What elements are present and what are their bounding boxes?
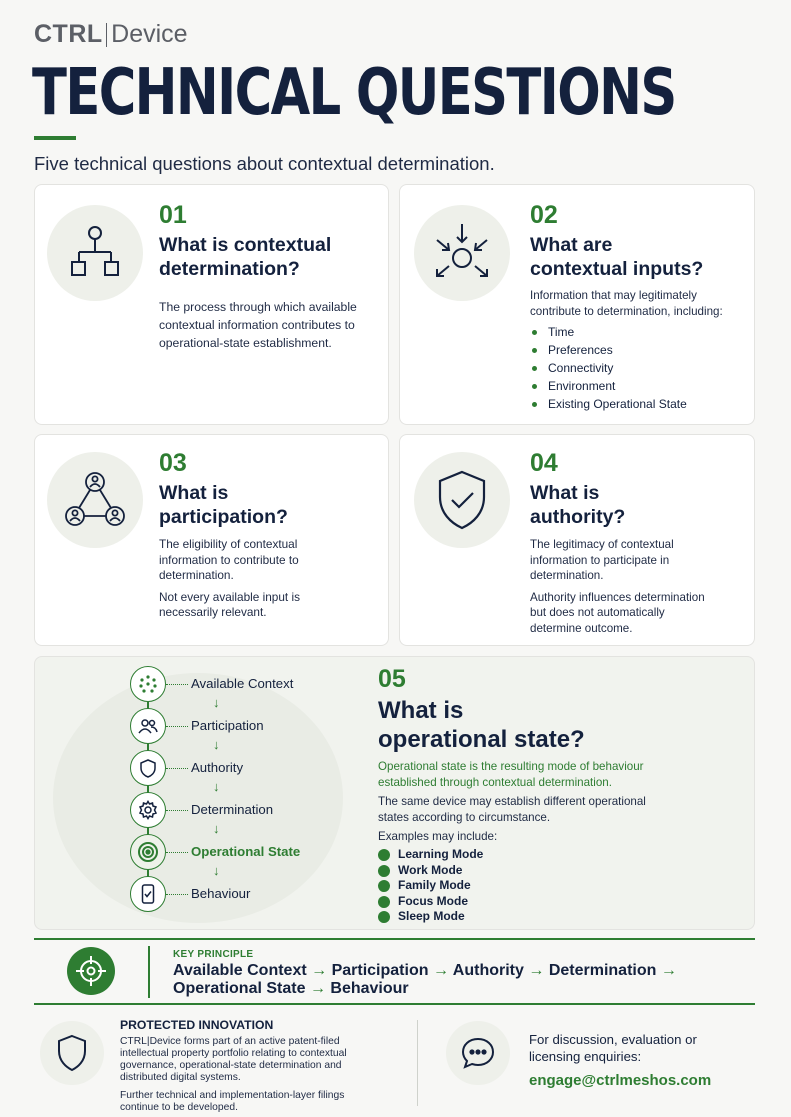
key-principle-label: KEY PRINCIPLE	[173, 949, 254, 960]
check-icon	[378, 849, 390, 861]
flow-dotted-line	[166, 810, 188, 811]
protected-body	[120, 1036, 385, 1117]
card-icon-circle	[47, 205, 143, 301]
brand-separator	[106, 23, 108, 47]
check-icon	[378, 880, 390, 892]
flow-step-label-highlight: Operational State	[191, 844, 301, 859]
card-intro: Information that may legitimately contribute to determination, including:	[530, 289, 723, 318]
chat-bubble-icon	[460, 1036, 496, 1070]
chain-arrow: →	[528, 962, 545, 979]
card-body	[159, 537, 334, 627]
card-number: 03	[159, 449, 187, 477]
card-question	[159, 481, 288, 529]
flow-dotted-line	[166, 726, 188, 727]
card5-highlight: Operational state is the resulting mode of behaviour established through contextual determination.	[378, 760, 644, 789]
card-number: 01	[159, 201, 187, 229]
flow-step-icon	[130, 666, 166, 702]
card-question	[159, 233, 331, 281]
card-04	[399, 434, 755, 646]
question-line-2: contextual inputs?	[530, 258, 704, 280]
question-line-1: What is	[530, 482, 600, 504]
card-number: 05	[378, 665, 406, 693]
examples-intro: Examples may include:	[378, 830, 498, 843]
footer-divider	[417, 1020, 418, 1106]
chain-step: Determination	[548, 962, 657, 979]
divider-bottom	[34, 1003, 755, 1005]
list-item	[378, 894, 483, 910]
flow-step-icon	[130, 792, 166, 828]
flow-arrow: ↓	[213, 695, 220, 710]
card-number: 04	[530, 449, 558, 477]
list-item: Connectivity	[530, 359, 687, 377]
check-icon	[378, 896, 390, 908]
card-body-paragraph: The eligibility of contextual information to contribute to determination.	[159, 537, 299, 582]
card-body-paragraph: Not every available input is necessarily relevant.	[159, 589, 300, 619]
flow-arrow: ↓	[213, 737, 220, 752]
flow-arrow: ↓	[213, 863, 220, 878]
chain-arrow: →	[309, 980, 326, 997]
page-title: TECHNICAL QUESTIONS	[32, 56, 676, 130]
example-label: Family Mode	[398, 878, 471, 893]
target-icon	[137, 841, 159, 863]
flow-step-label: Behaviour	[191, 886, 251, 901]
flow-step-icon	[130, 750, 166, 786]
flow-arrow: ↓	[213, 779, 220, 794]
contact-email-link[interactable]: engage@ctrlmeshos.com	[529, 1072, 712, 1089]
flow-dotted-line	[166, 684, 188, 685]
card-body	[530, 537, 715, 642]
gear-icon	[138, 800, 158, 820]
phone-check-icon	[141, 884, 155, 904]
flow-step-label: Authority	[191, 760, 244, 775]
chain-arrow: →	[432, 962, 449, 979]
card-question	[378, 696, 585, 754]
question-line-2: participation?	[159, 506, 288, 528]
flow-step-label: Participation	[191, 718, 264, 733]
key-principle-chain	[173, 962, 733, 998]
card-question	[530, 233, 703, 281]
flow-dotted-line	[166, 768, 188, 769]
question-line-1: What is	[159, 482, 229, 504]
card-icon-circle	[414, 452, 510, 548]
list-item	[378, 863, 483, 879]
title-underline	[34, 136, 76, 140]
card-number: 02	[530, 201, 558, 229]
protected-paragraph: CTRL|Device forms part of an active patent-filed intellectual property portfolio relating to contextual governance, operational-state determination and distributed digital systems.	[120, 1036, 347, 1083]
chain-arrow: →	[660, 962, 677, 979]
converging-arrows-icon	[429, 220, 495, 286]
card-icon-circle	[414, 205, 510, 301]
chain-arrow: →	[311, 962, 328, 979]
dots-cluster-icon	[138, 674, 158, 694]
question-line-1: What is	[378, 697, 464, 724]
protected-icon-circle	[40, 1021, 104, 1085]
list-item: Preferences	[530, 341, 687, 359]
card-05	[34, 656, 755, 930]
card-icon-circle	[47, 452, 143, 548]
people-icon	[138, 718, 158, 734]
protected-title: PROTECTED INNOVATION	[120, 1018, 274, 1032]
example-label: Learning Mode	[398, 847, 484, 861]
card-01	[34, 184, 389, 425]
brand-name-bold: CTRL	[34, 20, 103, 48]
key-principle-badge	[67, 947, 115, 995]
chain-step: Participation	[331, 962, 429, 979]
list-item: Time	[530, 323, 687, 341]
chain-step: Behaviour	[330, 980, 409, 997]
flow-dotted-line	[166, 852, 188, 853]
card-02	[399, 184, 755, 425]
contact-icon-circle	[446, 1021, 510, 1085]
page-subtitle: Five technical questions about contextual determination.	[34, 153, 495, 174]
people-network-icon	[63, 470, 127, 530]
examples-list	[378, 847, 483, 925]
flow-arrow: ↓	[213, 821, 220, 836]
list-item	[378, 878, 483, 894]
flow-step-icon	[130, 708, 166, 744]
flow-dotted-line	[166, 894, 188, 895]
card5-body: The same device may establish different operational states according to circumstance.	[378, 795, 646, 824]
list-item: Environment	[530, 377, 687, 395]
list-item: Existing Operational State	[530, 395, 687, 413]
flow-step-label: Determination	[191, 802, 274, 817]
key-principle-divider	[148, 946, 150, 998]
shield-icon	[140, 759, 156, 778]
check-icon	[378, 865, 390, 877]
protected-paragraph: Further technical and implementation-layer filings continue to be developed.	[120, 1090, 345, 1113]
contact-text: For discussion, evaluation or licensing enquiries:	[529, 1032, 697, 1064]
card-body-paragraph: The legitimacy of contextual information to participate in determination.	[530, 538, 674, 582]
flow-step-icon	[130, 834, 166, 870]
flow-step-icon	[130, 876, 166, 912]
brand-logo	[34, 20, 188, 49]
shield-icon	[56, 1034, 88, 1072]
question-line-2: authority?	[530, 506, 626, 528]
divider-top	[34, 938, 755, 940]
question-line-1: What are	[530, 234, 613, 256]
card-03	[34, 434, 389, 646]
card-question	[530, 481, 625, 529]
hierarchy-icon	[68, 224, 122, 282]
flow-step-label: Available Context	[191, 676, 294, 691]
list-item	[378, 909, 483, 925]
question-line-2: determination?	[159, 258, 300, 280]
example-label: Sleep Mode	[398, 909, 465, 924]
chain-step: Authority	[452, 962, 524, 979]
card-body: The process through which available contextual information contributes to operational-state establishment.	[159, 300, 357, 350]
card-body-paragraph: Authority influences determination but does not automatically determine outcome.	[530, 590, 705, 635]
question-line-2: operational state?	[378, 726, 585, 753]
check-icon	[378, 911, 390, 923]
shield-check-icon	[435, 469, 489, 531]
crosshair-icon	[74, 954, 108, 988]
example-label: Work Mode	[398, 862, 463, 877]
brand-name-light: Device	[111, 20, 188, 48]
example-label: Focus Mode	[398, 893, 469, 908]
question-line-1: What is contextual	[159, 234, 332, 256]
inputs-list	[530, 323, 687, 413]
chain-step: Operational State	[173, 980, 306, 997]
list-item	[378, 847, 483, 863]
chain-step: Available Context	[173, 962, 307, 979]
